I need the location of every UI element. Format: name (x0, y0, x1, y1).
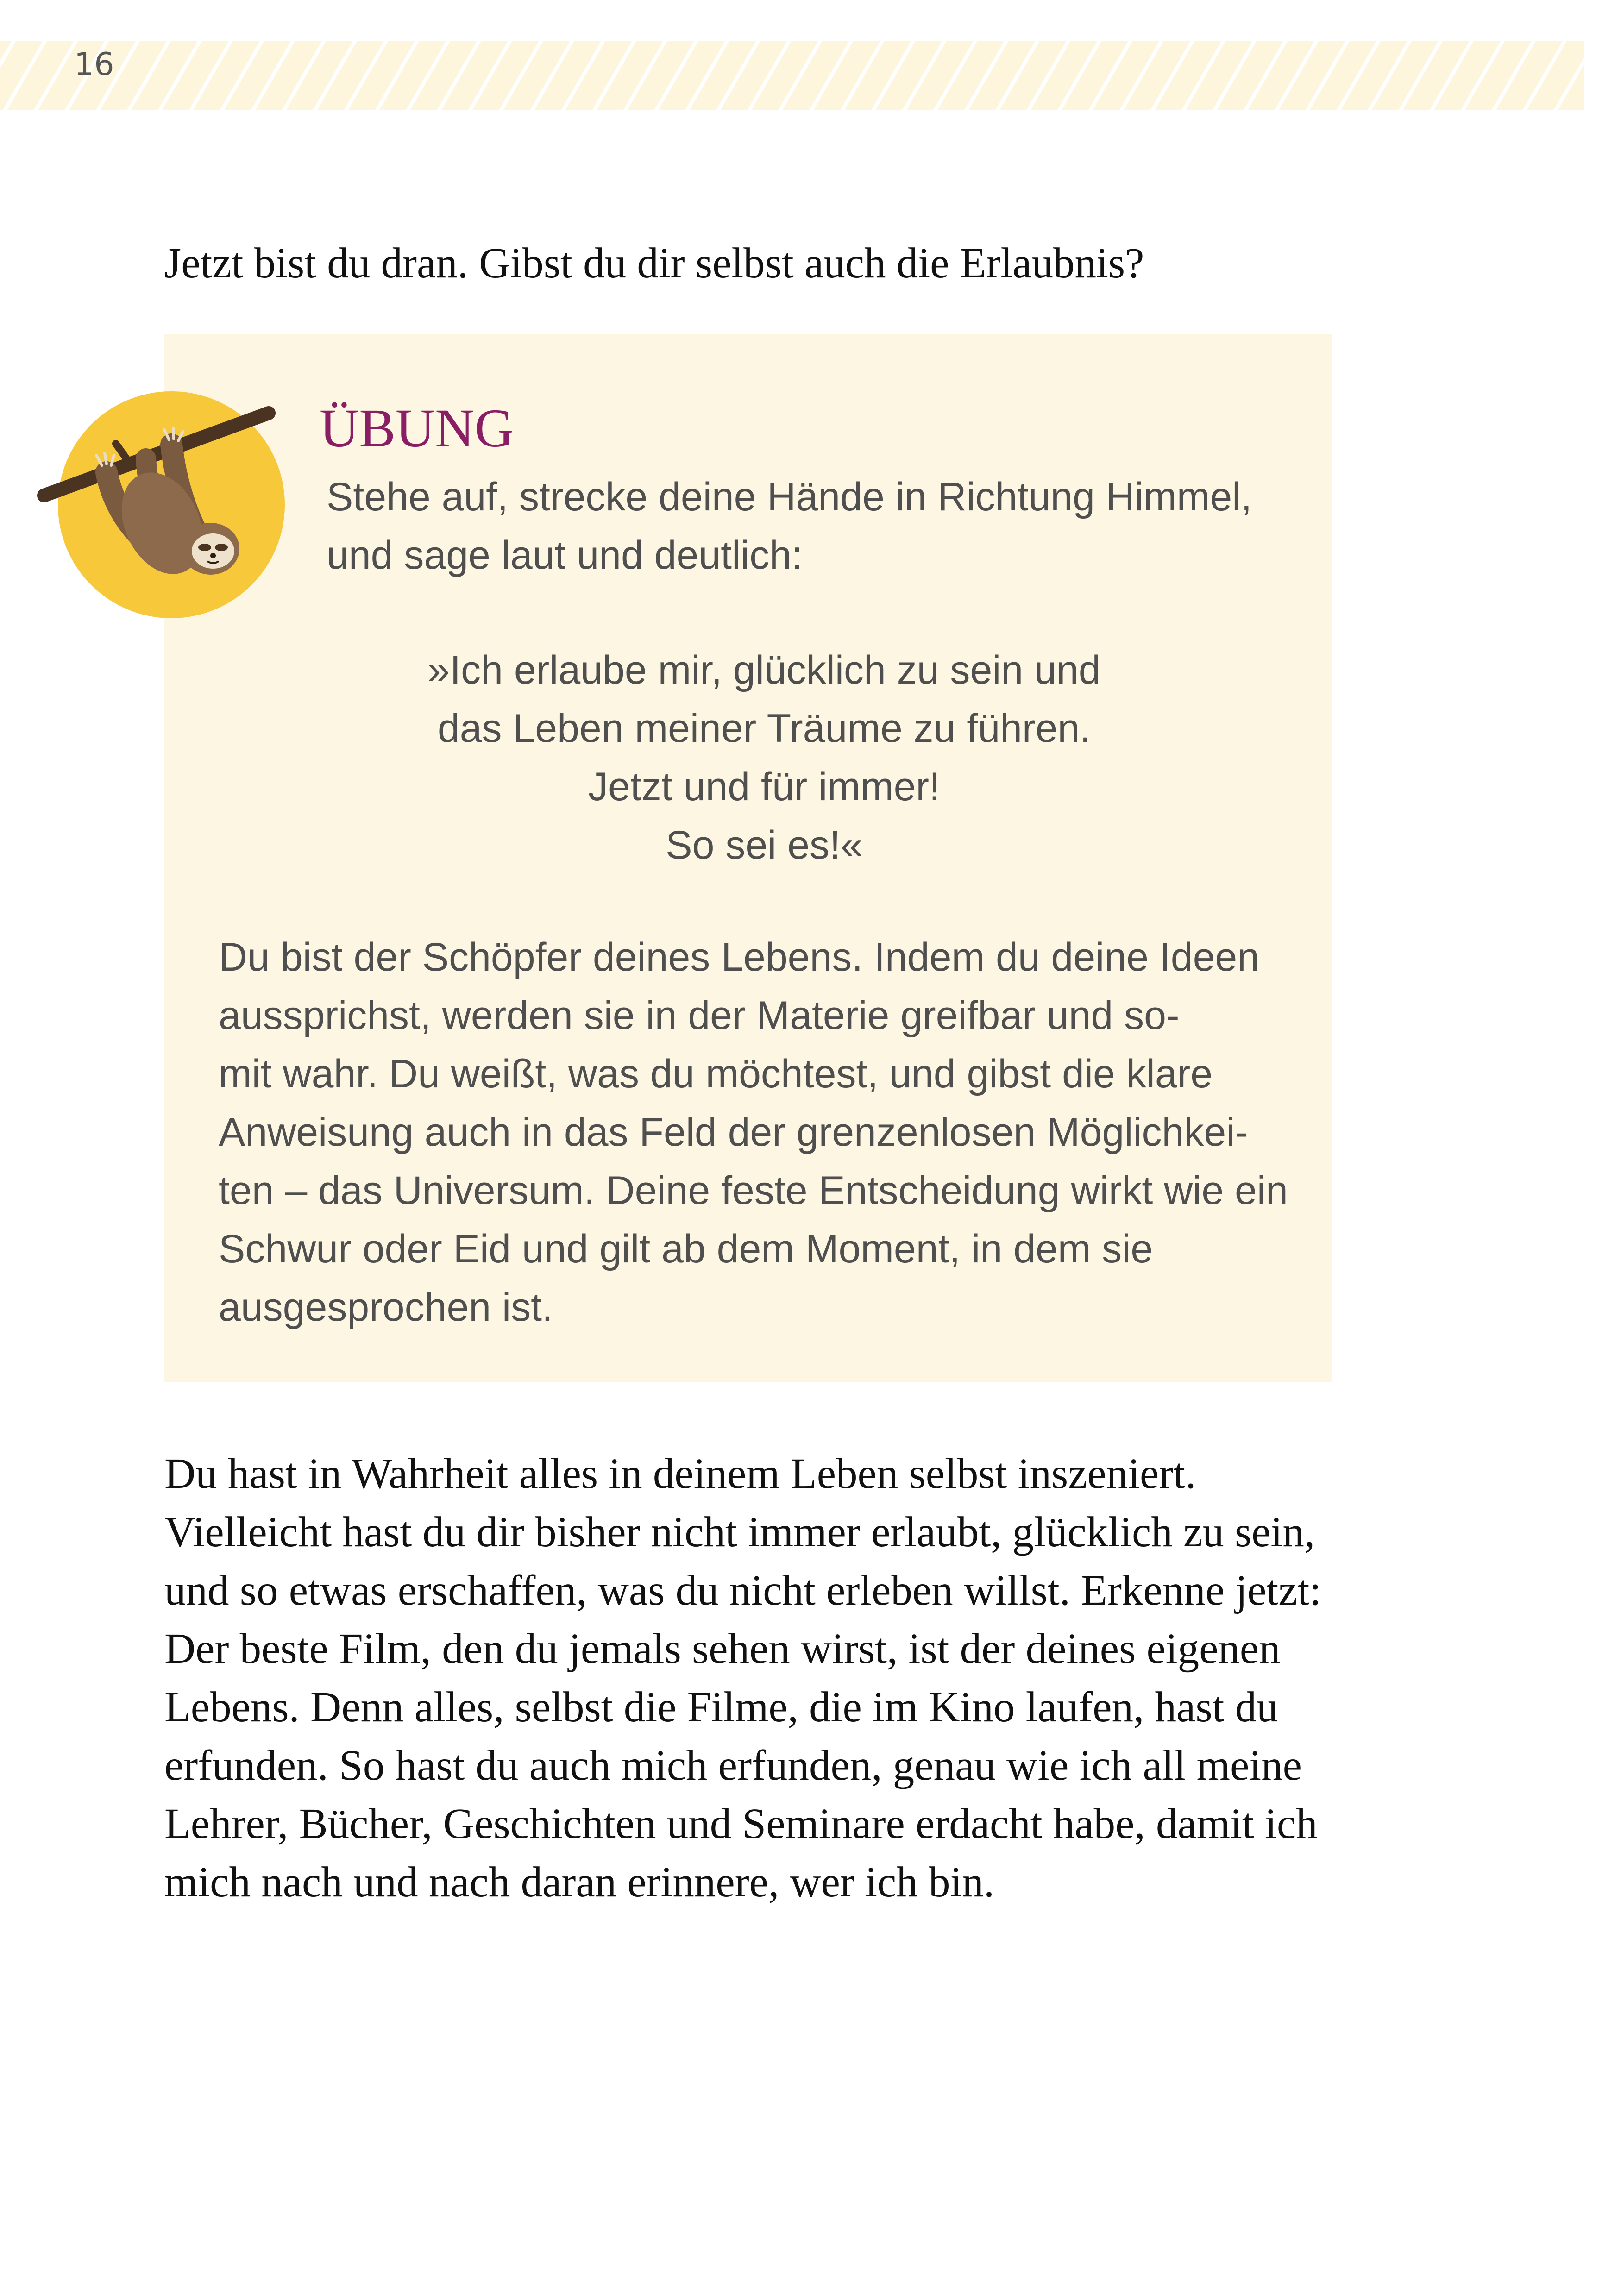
affirmation-line: das Leben meiner Träume zu führen. (437, 706, 1091, 751)
explanation-line: Anweisung auch in das Feld der grenzenlosen Möglichkei- (219, 1110, 1248, 1154)
exercise-explanation (219, 928, 1288, 1336)
explanation-line: Du bist der Schöpfer deines Lebens. Indem du deine Ideen (219, 935, 1260, 979)
exercise-heading: ÜBUNG (320, 398, 514, 458)
closing-paragraph (164, 1445, 1321, 1912)
instruction-line: und sage laut und deutlich: (327, 533, 803, 577)
explanation-line: aussprichst, werden sie in der Materie greifbar und so- (219, 993, 1180, 1038)
closing-line: erfunden. So hast du auch mich erfunden, genau wie ich all meine (164, 1742, 1302, 1789)
exercise-instruction (327, 468, 1252, 584)
closing-line: mich nach und nach daran erinnere, wer ich bin. (164, 1858, 995, 1906)
page-number: 16 (74, 46, 114, 83)
intro-line: Jetzt bist du dran. Gibst du dir selbst auch die Erlaubnis? (164, 239, 1144, 287)
affirmation-line: So sei es!« (666, 823, 863, 867)
closing-line: Vielleicht hast du dir bisher nicht immer erlaubt, glücklich zu sein, (164, 1508, 1315, 1556)
affirmation-line: »Ich erlaube mir, glücklich zu sein und (427, 648, 1101, 692)
instruction-line: Stehe auf, strecke deine Hände in Richtung Himmel, (327, 475, 1252, 519)
closing-line: und so etwas erschaffen, was du nicht erleben willst. Erkenne jetzt: (164, 1567, 1322, 1614)
affirmation-line: Jetzt und für immer! (588, 765, 940, 809)
explanation-line: Schwur oder Eid und gilt ab dem Moment, in dem sie (219, 1227, 1153, 1271)
closing-line: Der beste Film, den du jemals sehen wirst, ist der deines eigenen (164, 1625, 1281, 1673)
closing-line: Lehrer, Bücher, Geschichten und Seminare erdacht habe, damit ich (164, 1800, 1318, 1848)
sloth-icon (37, 384, 296, 625)
closing-line: Du hast in Wahrheit alles in deinem Leben selbst inszeniert. (164, 1450, 1196, 1498)
closing-line: Lebens. Denn alles, selbst die Filme, die im Kino laufen, hast du (164, 1683, 1278, 1731)
explanation-line: ausgesprochen ist. (219, 1285, 553, 1330)
explanation-line: ten – das Universum. Deine feste Entscheidung wirkt wie ein (219, 1168, 1288, 1213)
header-band (0, 41, 1584, 110)
explanation-line: mit wahr. Du weißt, was du möchtest, und gibst die klare (219, 1052, 1213, 1096)
affirmation-quote (417, 641, 1112, 874)
